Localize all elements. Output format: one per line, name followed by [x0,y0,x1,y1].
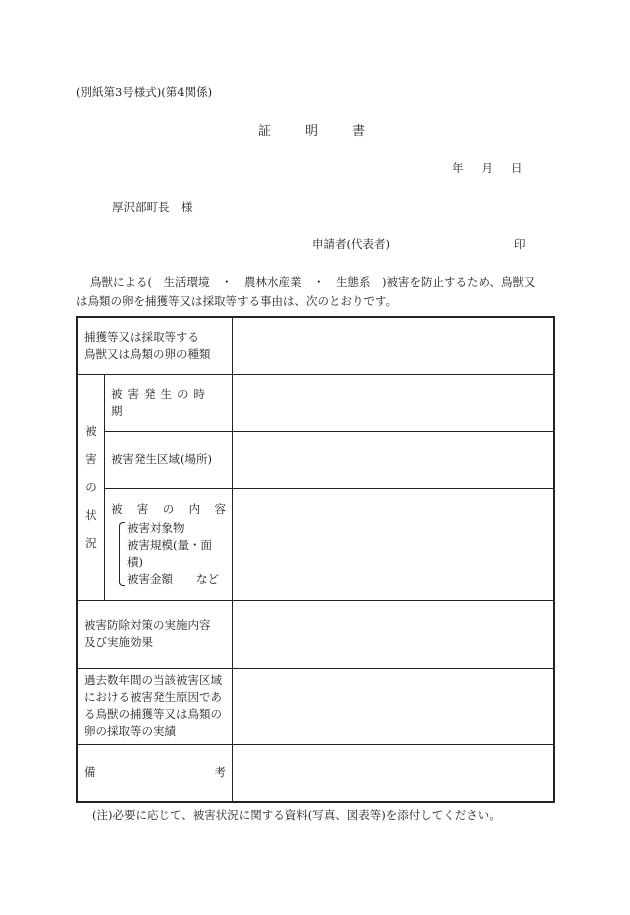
intro-line-1: 鳥獣による( 生活環境 ・ 農林水産業 ・ 生態系 )被害を防止するため、鳥獣又 [90,275,536,289]
content-char: の [162,501,175,516]
species-label-line1: 捕獲等又は採取等する [84,329,199,344]
group-char: の [85,480,97,494]
addressee: 厚沢部町長 様 [112,200,193,214]
seal-mark: 印 [514,237,526,251]
intro-line-2: は鳥類の卵を捕獲等又は採取等する事由は、次のとおりです。 [76,294,398,308]
damage-status-group-label [77,374,105,600]
damage-content-items [119,520,226,588]
content-char: 容 [214,501,226,516]
history-field[interactable] [233,668,555,744]
history-label-line: 過去数年間の当該被害区域 [84,673,222,687]
remarks-char: 備 [84,765,96,780]
measures-label-line2: 及び実施効果 [84,635,153,649]
applicant-label: 申請者(代表者) [312,237,390,251]
date-day: 日 [511,161,523,175]
damage-content-label [105,488,233,600]
table-row [77,744,554,802]
species-label [77,317,233,374]
damage-content-field[interactable] [233,488,555,600]
damage-content-title [111,501,226,518]
list-item: 被害金額 など [127,571,219,586]
table-row [77,488,554,600]
measures-field[interactable] [233,600,555,668]
history-label-line: における被害発生原因であ [84,690,222,704]
history-label-line: 卵の採取等の実績 [84,724,176,738]
history-label-line: る鳥獣の捕獲等又は鳥類の [84,707,222,721]
list-item: 被害対象物 [127,520,185,535]
table-row [77,668,554,744]
measures-label [77,600,233,668]
history-label [77,668,233,744]
damage-time-label: 被害発生の時期 [105,374,233,431]
certificate-table [76,316,555,803]
content-char: 被 [111,501,123,516]
species-label-line2: 鳥獣又は鳥類の卵の種類 [84,346,211,361]
damage-area-field[interactable] [233,431,555,488]
content-char: 内 [188,501,201,516]
list-item: 被害規模(量・面積) [127,537,212,569]
title-char: 書 [352,124,366,139]
group-char: 害 [85,452,97,466]
title-char: 明 [305,124,319,139]
remarks-label [77,744,233,802]
footnote: (注)必要に応じて、被害状況に関する資料(写真、図表等)を添付してください。 [92,808,501,822]
document-title [258,120,399,139]
damage-time-field[interactable] [233,374,555,431]
table-row [77,431,554,488]
remarks-field[interactable] [233,744,555,802]
form-label: (別紙第3号様式)(第4関係) [76,85,213,99]
damage-area-label: 被害発生区域(場所) [105,431,233,488]
date-year: 年 [452,161,464,175]
date-line [452,160,541,176]
group-char: 況 [85,536,97,550]
table-row [77,374,554,431]
species-field[interactable] [233,317,555,374]
table-row [77,317,554,374]
measures-label-line1: 被害防除対策の実施内容 [84,618,211,632]
date-month: 月 [481,161,493,175]
group-char: 被 [85,424,97,438]
group-char: 状 [85,508,97,522]
remarks-char: 考 [214,765,226,780]
title-char: 証 [258,124,272,139]
content-char: 害 [136,501,149,516]
table-row [77,600,554,668]
